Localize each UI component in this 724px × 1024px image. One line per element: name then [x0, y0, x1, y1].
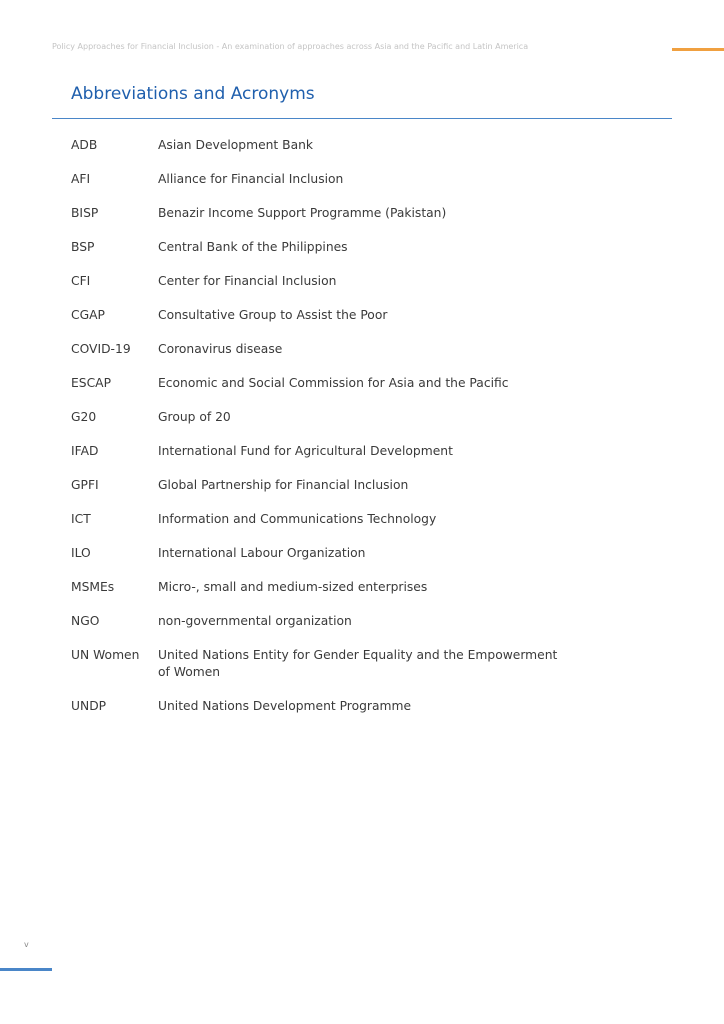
abbreviation-definition: International Labour Organization — [158, 546, 366, 560]
page-title: Abbreviations and Acronyms — [71, 84, 315, 104]
abbreviation-term: AFI — [71, 172, 91, 186]
abbreviation-row — [71, 613, 631, 630]
abbreviation-term: G20 — [71, 410, 97, 424]
abbreviation-definition: United Nations Development Programme — [158, 699, 412, 713]
running-header: Policy Approaches for Financial Inclusion - An examination of approaches across Asia and the Pacific and Latin America — [52, 42, 529, 51]
abbreviation-term: CGAP — [71, 308, 105, 322]
abbreviation-definition: Alliance for Financial Inclusion — [158, 172, 344, 186]
abbreviation-row — [71, 511, 631, 528]
abbreviation-row — [71, 341, 631, 358]
abbreviation-term: GPFI — [71, 478, 99, 492]
abbreviation-term: BSP — [71, 240, 95, 254]
abbreviation-row — [71, 239, 631, 256]
abbreviation-term: ILO — [71, 546, 91, 560]
abbreviation-term: NGO — [71, 614, 100, 628]
abbreviation-term: CFI — [71, 274, 91, 288]
abbreviation-definition: United Nations Entity for Gender Equality and the Empowerment of Women — [158, 648, 558, 679]
abbreviation-row — [71, 545, 631, 562]
abbreviation-definition: Consultative Group to Assist the Poor — [158, 308, 388, 322]
accent-bar-top — [672, 48, 724, 51]
abbreviation-term: COVID-19 — [71, 342, 131, 356]
abbreviation-term: IFAD — [71, 444, 99, 458]
abbreviation-row — [71, 477, 631, 494]
abbreviation-definition: Benazir Income Support Programme (Pakistan) — [158, 206, 447, 220]
abbreviation-row — [71, 443, 631, 460]
abbreviation-definition: Group of 20 — [158, 410, 231, 424]
abbreviation-term: UNDP — [71, 699, 107, 713]
abbreviation-row — [71, 171, 631, 188]
abbreviation-definition: non-governmental organization — [158, 614, 352, 628]
title-divider — [52, 118, 672, 119]
abbreviation-definition: Micro-, small and medium-sized enterprises — [158, 580, 428, 594]
abbreviation-row — [71, 579, 631, 596]
abbreviation-row — [71, 273, 631, 290]
abbreviation-term: MSMEs — [71, 580, 115, 594]
accent-bar-bottom — [0, 968, 52, 971]
abbreviation-term: ADB — [71, 138, 98, 152]
abbreviation-definition: Central Bank of the Philippines — [158, 240, 348, 254]
abbreviation-term: BISP — [71, 206, 99, 220]
abbreviation-row — [71, 137, 631, 154]
abbreviation-row — [71, 375, 631, 392]
abbreviation-term: ESCAP — [71, 376, 111, 390]
abbreviation-definition: International Fund for Agricultural Development — [158, 444, 453, 458]
abbreviation-definition: Global Partnership for Financial Inclusion — [158, 478, 409, 492]
abbreviation-definition: Asian Development Bank — [158, 138, 314, 152]
abbreviation-definition: Information and Communications Technology — [158, 512, 437, 526]
abbreviation-definition: Center for Financial Inclusion — [158, 274, 337, 288]
abbreviation-definition: Economic and Social Commission for Asia and the Pacific — [158, 376, 509, 390]
abbreviation-row — [71, 647, 631, 681]
abbreviation-term: UN Women — [71, 648, 140, 662]
abbreviation-row — [71, 698, 631, 715]
abbreviation-list — [71, 137, 631, 732]
abbreviation-definition: Coronavirus disease — [158, 342, 283, 356]
abbreviation-row — [71, 205, 631, 222]
abbreviation-term: ICT — [71, 512, 91, 526]
abbreviation-row — [71, 307, 631, 324]
page-number: v — [24, 940, 29, 949]
abbreviation-row — [71, 409, 631, 426]
